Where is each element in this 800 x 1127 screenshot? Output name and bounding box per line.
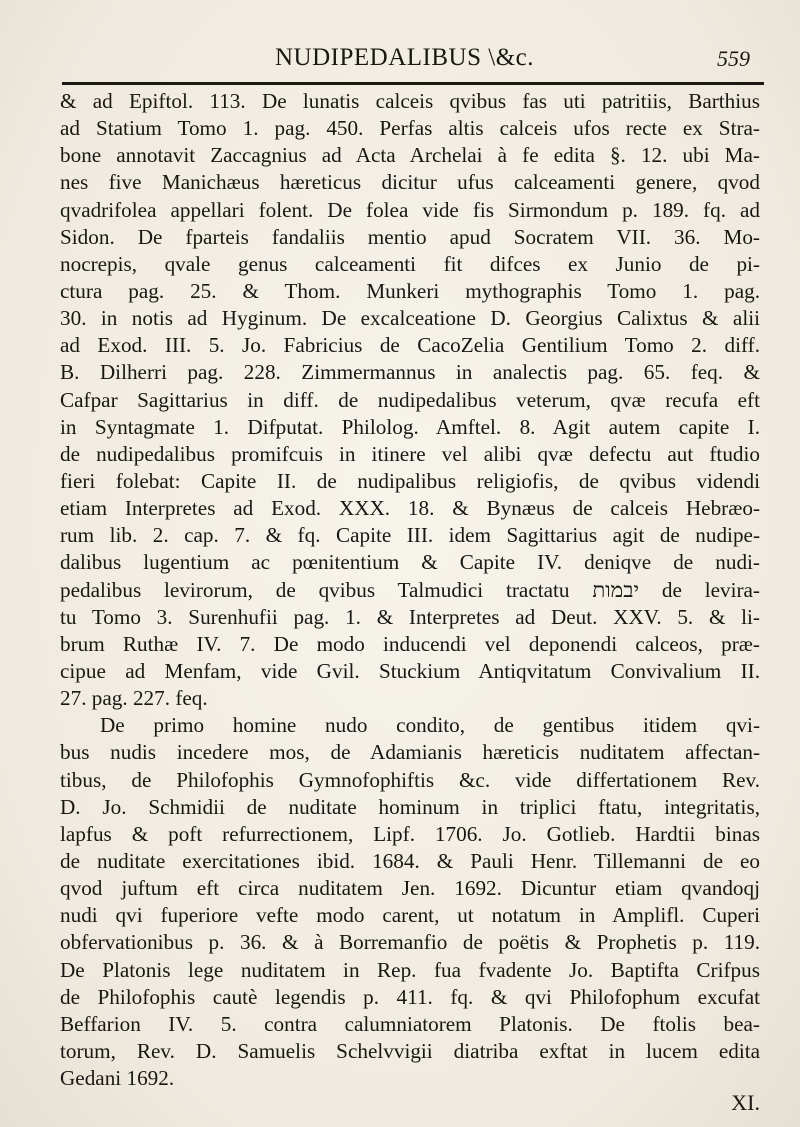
running-head: NUDIPEDALIBUS \&c. [275,44,534,71]
text-line: fieri folebat: Capite II. de nudipalibus religiofis, de qvibus videndi [60,468,760,493]
text-line: obfervationibus p. 36. & à Borremanfio de poëtis & Prophetis p. 119. [60,930,760,955]
text-line: nocrepis, qvale genus calceamenti fit difces ex Junio de pi- [60,251,760,276]
catchword: XI. [731,1090,760,1115]
text-line: B. Dilherri pag. 228. Zimmermannus in analectis pag. 65. feq. & [60,360,760,385]
text-line: nudi qvi fuperiore vefte modo carent, ut notatum in Amplifl. Cuperi [60,903,760,928]
text-line: dalibus lugentium ac pœnitentium & Capite IV. deniqve de nudi- [60,550,760,575]
text-line: 27. pag. 227. feq. [60,686,208,711]
text-line: 30. in notis ad Hyginum. De excalceatione D. Georgius Calixtus & alii [60,306,760,331]
text-line: torum, Rev. D. Samuelis Schelvvigii diatriba exftat in lucem edita [60,1038,760,1063]
text-line: lapfus & poft refurrectionem, Lipf. 1706. Jo. Gotlieb. Hardtii binas [60,821,760,846]
text-line: pedalibus levirorum, de qvibus Talmudici tractatu יבמות de levira- [60,577,760,602]
page-number: 559 [717,46,750,71]
text-line: ad Exod. III. 5. Jo. Fabricius de CacoZelia Gentilium Tomo 2. diff. [60,333,760,358]
text-line: & ad Epiftol. 113. De lunatis calceis qvibus fas uti patritiis, Barthius [60,89,760,113]
text-line: bone annotavit Zaccagnius ad Acta Archelai à fe edita §. 12. ubi Ma- [60,143,760,168]
text-line: qvod juftum eft circa nuditatem Jen. 1692. Dicuntur etiam qvandoqj [60,876,760,901]
text-line: De Platonis lege nuditatem in Rep. fua fvadente Jo. Baptifta Crifpus [60,957,760,982]
text-line: tu Tomo 3. Surenhufii pag. 1. & Interpretes ad Deut. XXV. 5. & li- [60,604,760,629]
text-line: Beffarion IV. 5. contra calumniatorem Platonis. De ftolis bea- [60,1011,760,1036]
text-line: D. Jo. Schmidii de nuditate hominum in triplici ftatu, integritatis, [60,794,760,819]
header-rule [62,82,764,85]
text-line: etiam Interpretes ad Exod. XXX. 18. & Bynæus de calceis Hebræo- [60,496,760,521]
text-line: ctura pag. 25. & Thom. Munkeri mythographis Tomo 1. pag. [60,278,760,303]
text-line: Sidon. De fparteis fandaliis mentio apud Socratem VII. 36. Mo- [60,224,760,249]
text-line: tibus, de Philofophis Gymnofophiftis &c. vide differtationem Rev. [60,767,760,792]
paragraph-2 [60,712,760,1092]
text-line: bus nudis incedere mos, de Adamianis hæreticis nuditatem affectan- [60,740,760,765]
text-line: Cafpar Sagittarius in diff. de nudipedalibus veterum, qvæ recufa eft [60,387,760,412]
text-line: Gedani 1692. [60,1066,175,1091]
page-header [60,34,760,74]
text-line: cipue ad Menfam, vide Gvil. Stuckium Antiqvitatum Convivalium II. [60,658,760,683]
paragraph-1 [60,88,760,712]
text-line: rum lib. 2. cap. 7. & fq. Capite III. idem Sagittarius agit de nudipe- [60,523,760,548]
text-line: de nuditate exercitationes ibid. 1684. & Pauli Henr. Tillemanni de eo [60,848,760,873]
text-line: nes five Manichæus hæreticus dicitur ufus calceamenti genere, qvod [60,170,760,195]
text-line: de Philofophis cautè legendis p. 411. fq. & qvi Philofophum excufat [60,984,760,1009]
text-line: in Syntagmate 1. Difputat. Philolog. Amftel. 8. Agit autem capite I. [60,414,760,439]
text-line: de nudipedalibus promifcuis in itinere vel alibi qvæ defectu aut ftudio [60,441,760,466]
text-line: qvadrifolea appellari folent. De folea vide fis Sirmondum p. 189. fq. ad [60,197,760,222]
text-line: brum Ruthæ IV. 7. De modo inducendi vel deponendi calceos, præ- [60,631,760,656]
body-text [60,88,760,1092]
text-line: De primo homine nudo condito, de gentibus itidem qvi- [100,713,760,738]
text-line: ad Statium Tomo 1. pag. 450. Perfas altis calceis ufos recte ex Stra- [60,116,760,141]
